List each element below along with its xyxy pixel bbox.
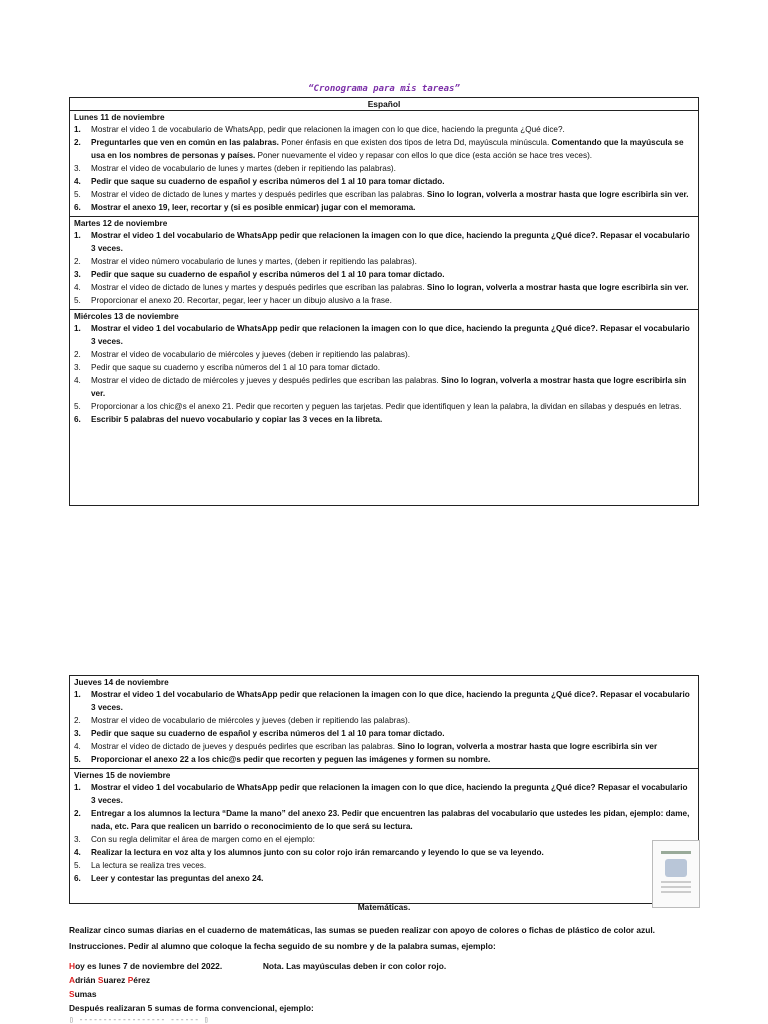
task-number: 2. [74,350,81,359]
task-text: Con su regla delimitar el área de margen como en el ejemplo: [91,835,315,844]
task-item [74,281,694,294]
task-text: Comentando que la mayúscula se usa en los nombres de personas y países. [91,138,684,160]
day-heading: Miércoles 13 de noviembre [74,312,179,321]
task-text: Proporcionar el anexo 22 a los chic@s pedir que recorten y peguen las imágenes y formen su nombre. [91,755,491,764]
task-item [74,322,694,348]
task-number: 1. [74,783,81,792]
task-text: Mostrar el video de dictado de lunes y martes y después pedirles que escriban las palabras. [91,190,427,199]
day-heading: Jueves 14 de noviembre [74,678,169,687]
task-text: Escribir 5 palabras del nuevo vocabulario y copiar las 3 veces en la libreta. [91,415,383,424]
task-item [74,688,694,714]
task-text: Mostrar el video de dictado de miércoles y jueves y después pedirles que escriban las palabras. [91,376,441,385]
task-item [74,807,694,833]
task-text: Sino lo logran, volverla a mostrar hasta que logre escribirla sin ver. [91,376,687,398]
task-item [74,201,694,214]
task-item [74,781,694,807]
day-section [70,310,698,428]
task-text: Sino lo logran, volverla a mostrar hasta que logre escribirla sin ver [397,742,658,751]
task-number: 3. [74,729,81,738]
task-number: 4. [74,376,81,385]
task-text: Mostrar el video de dictado de jueves y después pedirles que escriban las palabras. [91,742,398,751]
task-number: 4. [74,742,81,751]
task-number: 6. [74,874,81,883]
task-number: 4. [74,848,81,857]
task-number: 4. [74,283,81,292]
task-text: Proporcionar a los chic@s el anexo 21. Pedir que recorten y peguen las tarjetas. Pedir que identifiquen y lean la palabra, la dividan en sílabas y después en letras. [91,402,682,411]
task-list [74,322,694,426]
task-text: Preguntarles que ven en común en las palabras. [91,138,279,147]
task-item [74,162,694,175]
task-item [74,361,694,374]
task-number: 1. [74,231,81,240]
subject-header: Español [70,98,698,111]
task-text: Mostrar el video 1 del vocabulario de WhatsApp pedir que relacionen la imagen con lo que dice, haciendo la pregunta ¿Qué dice?. Repasar el vocabulario 3 veces. [91,690,690,712]
task-text: Proporcionar el anexo 20. Recortar, pegar, leer y hacer un dibujo alusivo a la frase. [91,296,392,305]
task-text: Mostrar el video de dictado de lunes y martes y después pedirles que escriban las palabras. [91,283,427,292]
task-number: 6. [74,415,81,424]
task-item [74,753,694,766]
task-item [74,294,694,307]
task-text: Poner nuevamente el video y repasar con ellos lo que dice (esta acción se hace tres veces). [255,151,593,160]
task-number: 2. [74,809,81,818]
task-number: 5. [74,190,81,199]
capital-letter: P [127,975,134,985]
task-text: Mostrar el video número vocabulario de lunes y martes, (deben ir repitiendo las palabras). [91,257,417,266]
task-number: 1. [74,324,81,333]
task-number: 3. [74,835,81,844]
task-number: 5. [74,755,81,764]
math-heading: Matemáticas. [357,902,411,912]
task-item [74,374,694,400]
capital-letter: H [69,961,76,971]
task-text: Pedir que saque su cuaderno de español y escriba números del 1 al 10 para tomar dictado. [91,729,445,738]
day-section [70,769,698,887]
task-number: 5. [74,296,81,305]
task-number: 5. [74,402,81,411]
task-number: 4. [74,177,81,186]
task-number: 3. [74,363,81,372]
task-number: 2. [74,257,81,266]
task-text: Pedir que saque su cuaderno de español y escriba números del 1 al 10 para tomar dictado. [91,177,445,186]
after-instructions: Después realizaran 5 sumas de forma convencional, ejemplo: [69,1003,314,1013]
task-item [74,348,694,361]
name-part: drián [75,975,98,985]
example-sumas-line [69,987,699,1001]
task-item [74,727,694,740]
task-text: La lectura se realiza tres veces. [91,861,207,870]
task-number: 3. [74,270,81,279]
example-name-line [69,973,699,987]
task-item [74,859,694,872]
capital-letter: S [97,975,104,985]
task-text: Mostrar el video de vocabulario de miércoles y jueves (deben ir repitiendo las palabras). [91,350,411,359]
task-item [74,255,694,268]
example-date-line [69,959,699,973]
math-instructions: Realizar cinco sumas diarias en el cuaderno de matemáticas, las sumas se pueden realizar con apoyo de colores o fichas de plástico de color azul. Instrucciones. Pedir al alumno que coloque la fecha seguido de su nombre y de la palabra sumas, ejemplo: [69,925,656,951]
capital-letter: S [69,989,75,999]
task-number: 1. [74,690,81,699]
task-item [74,714,694,727]
name-part: uarez [103,975,128,985]
task-list [74,688,694,766]
task-list [74,123,694,214]
day-section [70,676,698,769]
task-item [74,846,694,859]
task-list [74,229,694,307]
task-item [74,740,694,753]
task-text: Realizar la lectura en voz alta y los alumnos junto con su color rojo irán remarcando y leyendo lo que se va leyendo. [91,848,544,857]
reading-example-thumbnail [652,840,700,908]
spanish-schedule-table [69,97,699,506]
note-text: Nota. Las mayúsculas deben ir con color rojo. [262,961,447,971]
task-number: 1. [74,125,81,134]
task-text: Pedir que saque su cuaderno de español y escriba números del 1 al 10 para tomar dictado. [91,270,445,279]
day-heading: Martes 12 de noviembre [74,219,168,228]
task-text: Mostrar el video 1 del vocabulario de WhatsApp pedir que relacionen la imagen con lo que dice, haciendo la pregunta ¿Qué dice? Repasar el vocabulario 3 veces. [91,783,688,805]
task-item [74,872,694,885]
task-number: 5. [74,861,81,870]
task-item [74,123,694,136]
task-item [74,136,694,162]
task-number: 2. [74,138,81,147]
task-text: Mostrar el video 1 del vocabulario de WhatsApp pedir que relacionen la imagen con lo que dice, haciendo la pregunta ¿Qué dice?. Repasar el vocabulario 3 veces. [91,324,690,346]
task-item [74,413,694,426]
day-heading: Viernes 15 de noviembre [74,771,171,780]
task-text: Poner énfasis en que existen dos tipos de letra Dd, mayúscula minúscula. [278,138,552,147]
task-item [74,268,694,281]
task-text: Mostrar el video de vocabulario de lunes y martes (deben ir repitiendo las palabras). [91,164,396,173]
task-text: Mostrar el anexo 19, leer, recortar y (si es posible enmicar) jugar con el memorama. [91,203,416,212]
task-number: 6. [74,203,81,212]
task-text: Mostrar el video 1 del vocabulario de WhatsApp pedir que relacionen la imagen con lo que dice, haciendo la pregunta ¿Qué dice?. Repasar el vocabulario 3 veces. [91,231,690,253]
task-list [74,781,694,885]
task-item [74,175,694,188]
task-text: Sino lo logran, volverla a mostrar hasta que logre escribirla sin ver. [426,283,689,292]
day-section [70,217,698,310]
task-number: 2. [74,716,81,725]
task-text: Mostrar el video 1 de vocabulario de WhatsApp, pedir que relacionen la imagen con lo que dice, haciendo la pregunta ¿Qué dice?. [91,125,565,134]
name-part: érez [133,975,151,985]
spanish-schedule-table-continued [69,675,699,904]
day-heading: Lunes 11 de noviembre [74,113,165,122]
task-item [74,229,694,255]
task-text: Entregar a los alumnos la lectura “Dame la mano” del anexo 23. Pedir que encuentren las palabras del vocabulario que ustedes les pidan, ejemplo: dame, nada, etc. Para que realicen un barrido o reconocimiento de lo que será su lectura. [91,809,690,831]
task-item [74,188,694,201]
task-text: Leer y contestar las preguntas del anexo 24. [91,874,264,883]
cut-off-example: ▯ ‐‐‐‐‐‐‐‐‐‐‐‐‐‐‐‐‐‐ ‐‐‐‐‐‐ ▯ [69,1015,209,1024]
task-item [74,833,694,846]
task-text: Sino lo logran, volverla a mostrar hasta que logre escribirla sin ver. [426,190,689,199]
task-item [74,400,694,413]
task-number: 3. [74,164,81,173]
document-title: “Cronograma para mis tareas” [308,84,460,94]
sumas-word: umas [74,989,97,999]
day-section [70,111,698,217]
date-text: oy es lunes 7 de noviembre del 2022. [75,961,223,971]
task-text: Mostrar el video de vocabulario de miércoles y jueves (deben ir repitiendo las palabras). [91,716,411,725]
task-text: Pedir que saque su cuaderno y escriba números del 1 al 10 para tomar dictado. [91,363,381,372]
capital-letter: A [69,975,76,985]
